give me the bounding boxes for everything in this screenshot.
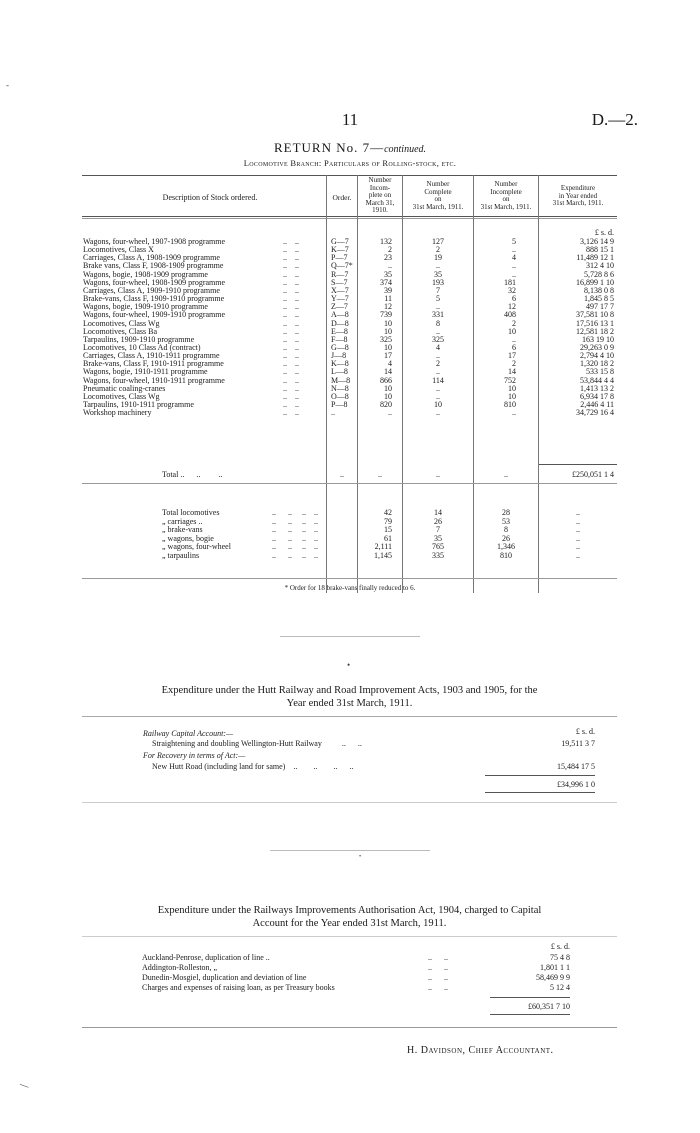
header-description: Description of Stock ordered. <box>162 193 258 202</box>
row-expenditure: 2,446 4 11 <box>580 400 614 409</box>
summary-label: „ brake-vans <box>162 525 203 535</box>
return-title-text: RETURN No. 7— <box>273 140 385 155</box>
row-description: Brake-vans, Class F, 1910-1911 programme <box>83 359 224 369</box>
row-order: Z—7 <box>331 302 348 312</box>
row-incomplete-1911: 10 <box>508 391 516 401</box>
header-expenditure <box>539 185 617 208</box>
header-line: March 31, <box>365 198 395 207</box>
header-line: Number <box>426 180 450 188</box>
table-top-rule <box>82 175 617 176</box>
row-complete: 4 <box>436 342 440 352</box>
row-order: N—8 <box>331 383 349 393</box>
total-label: Total .. .. .. <box>162 470 223 479</box>
row-expenditure: 12,581 18 2 <box>576 326 614 336</box>
header-line: on <box>502 195 510 203</box>
row-expenditure: 497 17 7 <box>586 302 614 312</box>
row-complete: 331 <box>432 310 444 320</box>
row-order: S—7 <box>331 277 348 287</box>
row-expenditure: 3,126 14 9 <box>580 237 614 246</box>
improvements-title-line2: Account for the Year ended 31st March, 1911. <box>252 918 447 929</box>
hutt-account2-label: For Recovery in terms of Act:— <box>143 751 246 760</box>
row-complete: .. <box>436 261 440 271</box>
col-divider-order <box>326 175 327 593</box>
row-complete: 19 <box>434 253 442 263</box>
row-description: Wagons, bogie, 1910-1911 programme <box>83 367 208 377</box>
row-complete: 7 <box>436 285 440 295</box>
row-incomplete-1910: 866 <box>380 375 392 385</box>
table-footnote: * Order for 18 brake-vans finally reduced to 6. <box>284 584 416 592</box>
row-leader-dots: .. .. <box>283 253 299 263</box>
row-description: Locomotives, 10 Class Ad (contract) <box>83 342 201 352</box>
row-order: M—8 <box>331 375 351 385</box>
row-incomplete-1911: .. <box>512 334 516 344</box>
improvements-title <box>82 904 617 930</box>
summary-incomplete-1911: 26 <box>502 533 510 543</box>
summary-incomplete-1911: 53 <box>502 516 510 526</box>
row-description: Brake-vans, Class F, 1909-1910 programme <box>83 294 225 304</box>
summary-label: „ wagons, bogie <box>162 533 214 543</box>
row-description: Wagons, four-wheel, 1908-1909 programme <box>83 277 226 287</box>
row-expenditure: 8,138 0 8 <box>584 285 614 295</box>
row-incomplete-1910: 14 <box>384 367 392 377</box>
row-incomplete-1911: 6 <box>512 294 516 304</box>
row-expenditure: 34,729 16 4 <box>576 408 614 418</box>
header-line: Incomplete <box>490 187 522 196</box>
row-leader-dots: .. .. <box>283 285 299 295</box>
row-incomplete-1910: 739 <box>380 310 392 320</box>
row-order: X—7 <box>331 285 349 295</box>
row-incomplete-1910: 39 <box>384 285 392 295</box>
row-incomplete-1911: 17 <box>508 351 516 361</box>
summary-leader-dots: .. .. .. .. <box>272 508 318 517</box>
row-incomplete-1911: .. <box>512 269 516 279</box>
header-order: Order. <box>332 193 352 202</box>
row-order: .. <box>331 408 335 418</box>
row-incomplete-1910: 10 <box>384 326 392 336</box>
row-complete: .. <box>436 302 440 312</box>
row-expenditure: 6,934 17 8 <box>580 391 614 401</box>
row-incomplete-1910: 325 <box>380 334 392 344</box>
improvements-item-label: Charges and expenses of raising loan, as per Treasury books <box>142 983 335 992</box>
row-complete: 2 <box>436 245 440 255</box>
row-leader-dots: .. .. <box>283 367 299 377</box>
improvements-item-label: Auckland-Penrose, duplication of line .. <box>142 953 270 962</box>
total-rule-bottom <box>82 483 617 484</box>
summary-label: „ carriages .. <box>162 516 203 526</box>
improvements-item-value: 58,469 9 9 <box>536 973 570 982</box>
total-order-dots: .. <box>340 470 344 479</box>
row-incomplete-1910: 820 <box>380 400 392 409</box>
row-order: F—8 <box>331 334 348 344</box>
row-expenditure: 37,581 10 8 <box>576 310 614 320</box>
row-complete: 127 <box>432 237 444 246</box>
row-complete: 325 <box>432 334 444 344</box>
row-leader-dots: .. .. <box>283 351 299 361</box>
separator-mark-2: • <box>359 854 362 860</box>
hutt-item1-label: Straightening and doubling Wellington-Hutt Railway <box>152 739 322 748</box>
hutt-title-line2: Year ended 31st March, 1911. <box>286 698 413 709</box>
row-order: K—7 <box>331 245 349 255</box>
row-description: Wagons, four-wheel, 1909-1910 programme <box>83 310 226 320</box>
row-order: Q—7* <box>331 261 353 271</box>
row-incomplete-1911: 181 <box>504 277 516 287</box>
hutt-item2: New Hutt Road (including land for same) .. .. .. .. <box>152 762 354 771</box>
page-number: 11 <box>341 110 359 129</box>
return-title-continued: continued. <box>384 144 427 155</box>
hutt-total: £34,996 1 0 <box>557 780 595 789</box>
summary-incomplete-1910: 42 <box>384 508 392 517</box>
table-header-rule <box>82 216 617 217</box>
header-line: Number <box>368 176 392 184</box>
row-leader-dots: .. .. <box>283 359 299 369</box>
summary-leader-dots: .. .. .. .. <box>272 542 318 552</box>
row-incomplete-1911: .. <box>512 408 516 418</box>
row-expenditure: 1,413 13 2 <box>580 383 614 393</box>
row-description: Brake vans, Class F, 1908-1909 programme <box>83 261 224 271</box>
summary-expenditure-dots: .. <box>576 525 580 535</box>
row-expenditure: 163 19 10 <box>582 334 614 344</box>
row-description: Wagons, four-wheel, 1910-1911 programme <box>83 375 225 385</box>
improvements-item-label: Dunedin-Mosgiel, duplication and deviation of line <box>142 973 307 982</box>
row-incomplete-1910: 10 <box>384 391 392 401</box>
row-incomplete-1910: 374 <box>380 277 392 287</box>
row-description: Wagons, bogie, 1909-1910 programme <box>83 302 208 312</box>
header-line: 31st March, 1911. <box>412 202 464 211</box>
row-complete: .. <box>436 408 440 418</box>
header-line: Expenditure <box>560 184 596 192</box>
row-leader-dots: .. .. <box>283 277 299 287</box>
summary-incomplete-1911: 810 <box>500 551 512 560</box>
row-expenditure: 888 15 1 <box>586 245 614 255</box>
header-line: on <box>434 195 442 203</box>
row-incomplete-1910: 10 <box>384 342 392 352</box>
total-inc1911-dots: .. <box>504 470 508 479</box>
summary-expenditure-dots: .. <box>576 542 580 552</box>
row-incomplete-1910: 11 <box>384 294 392 304</box>
row-incomplete-1910: 23 <box>384 253 392 263</box>
row-expenditure: 1,320 18 2 <box>580 359 614 369</box>
total-value: £250,051 1 4 <box>572 470 614 479</box>
row-leader-dots: .. .. <box>283 326 299 336</box>
return-subtitle: Locomotive Branch: Particulars of Rolling-stock, etc. <box>243 158 457 168</box>
summary-leader-dots: .. .. .. .. <box>272 533 318 543</box>
summary-complete: 35 <box>434 533 442 543</box>
row-expenditure: 11,489 12 1 <box>576 253 614 263</box>
header-line: 31st March, 1911. <box>552 199 604 207</box>
row-description: Carriages, Class A, 1908-1909 programme <box>83 253 220 263</box>
row-description: Workshop machinery <box>83 408 152 418</box>
row-leader-dots: .. .. <box>283 334 299 344</box>
row-order: E—8 <box>331 326 348 336</box>
row-incomplete-1911: 408 <box>504 310 516 320</box>
hutt-title-line1: Expenditure under the Hutt Railway and Road Improvement Acts, 1903 and 1905, for the <box>161 685 538 696</box>
row-incomplete-1911: 6 <box>512 342 516 352</box>
row-incomplete-1910: 2 <box>388 245 392 255</box>
improvements-total: £60,351 7 10 <box>528 1002 570 1011</box>
margin-mark: — <box>18 1078 31 1092</box>
row-incomplete-1911: 32 <box>508 285 516 295</box>
summary-leader-dots: .. .. .. .. <box>272 525 318 535</box>
row-expenditure: 5,728 8 6 <box>584 269 614 279</box>
row-complete: 2 <box>436 359 440 369</box>
row-description: Pneumatic coaling-cranes <box>83 383 166 393</box>
improvements-item-value: 5 12 4 <box>550 983 570 992</box>
row-incomplete-1910: 4 <box>388 359 392 369</box>
summary-leader-dots: .. .. .. .. <box>272 516 318 526</box>
row-complete: .. <box>436 326 440 336</box>
row-description: Wagons, bogie, 1908-1909 programme <box>83 269 208 279</box>
row-description: Carriages, Class A, 1909-1910 programme <box>83 285 220 295</box>
row-expenditure: 16,899 1 10 <box>576 277 614 287</box>
summary-incomplete-1910: 15 <box>384 525 392 535</box>
signature: H. Davidson, Chief Accountant. <box>407 1045 554 1056</box>
separator-line <box>280 636 420 637</box>
header-line: Complete <box>424 187 452 196</box>
summary-incomplete-1911: 1,346 <box>497 542 515 552</box>
header-line: in Year ended <box>558 191 598 200</box>
row-complete: 10 <box>434 400 442 409</box>
row-description: Tarpaulins, 1910-1911 programme <box>83 400 194 409</box>
row-expenditure: 533 15 8 <box>586 367 614 377</box>
row-incomplete-1911: .. <box>512 261 516 271</box>
row-leader-dots: .. .. <box>283 342 299 352</box>
row-incomplete-1911: 10 <box>508 326 516 336</box>
row-order: O—8 <box>331 391 349 401</box>
row-description: Locomotives, Class Wg <box>83 391 160 401</box>
hutt-item2-label: New Hutt Road (including land for same) <box>152 762 286 771</box>
total-label-text: Total <box>162 470 179 479</box>
improvements-total-rule <box>490 997 570 998</box>
row-description: Carriages, Class A, 1910-1911 programme <box>83 351 220 361</box>
row-order: J—8 <box>331 351 347 361</box>
row-leader-dots: .. .. <box>283 237 299 246</box>
row-order: R—7 <box>331 269 349 279</box>
row-incomplete-1911: 2 <box>512 318 516 328</box>
row-leader-dots: .. .. <box>283 318 299 328</box>
row-leader-dots: .. .. <box>283 310 299 320</box>
summary-incomplete-1911: 28 <box>502 508 510 517</box>
header-incomplete-1910 <box>358 177 402 215</box>
summary-leader-dots: .. .. .. .. <box>272 551 318 560</box>
row-leader-dots: .. .. <box>283 383 299 393</box>
row-incomplete-1911: 752 <box>504 375 516 385</box>
header-complete <box>403 181 473 211</box>
return-title <box>0 140 700 156</box>
row-incomplete-1911: 12 <box>508 302 516 312</box>
hutt-title <box>82 684 617 710</box>
summary-expenditure-dots: .. <box>576 533 580 543</box>
row-incomplete-1910: 10 <box>384 318 392 328</box>
row-incomplete-1911: 4 <box>512 253 516 263</box>
row-order: Y—7 <box>331 294 349 304</box>
improvements-leader-dots: .. .. <box>428 953 448 962</box>
improvements-currency-header: £ s. d. <box>550 942 570 951</box>
hutt-bottom-rule <box>82 802 617 803</box>
summary-complete: 14 <box>434 508 442 517</box>
table-header-rule-2 <box>82 218 617 219</box>
row-expenditure: 17,516 13 1 <box>576 318 614 328</box>
header-line: 1910. <box>372 206 388 214</box>
row-expenditure: 29,263 0 9 <box>580 342 614 352</box>
row-order: P—8 <box>331 400 348 409</box>
row-expenditure: 53,844 4 4 <box>580 375 614 385</box>
hutt-total-rule <box>485 775 595 776</box>
row-incomplete-1911: 10 <box>508 383 516 393</box>
row-description: Tarpaulins, 1909-1910 programme <box>83 334 195 344</box>
row-complete: 193 <box>432 277 444 287</box>
currency-header: £ s. d. <box>594 228 614 237</box>
hutt-item2-value: 15,484 17 5 <box>557 762 595 771</box>
row-incomplete-1910: .. <box>388 261 392 271</box>
row-description: Locomotives, Class Wg <box>83 318 160 328</box>
row-order: A—8 <box>331 310 349 320</box>
improvements-total-rule-2 <box>490 1014 570 1015</box>
row-leader-dots: .. .. <box>283 245 299 255</box>
row-order: D—8 <box>331 318 349 328</box>
header-line: Incom- <box>369 183 391 192</box>
row-incomplete-1911: 14 <box>508 367 516 377</box>
summary-incomplete-1910: 1,145 <box>374 551 392 560</box>
header-line: Number <box>494 180 518 188</box>
row-complete: .. <box>436 367 440 377</box>
improvements-item-value: 75 4 8 <box>550 953 570 962</box>
row-incomplete-1910: 132 <box>380 237 392 246</box>
header-line: 31st March, 1911. <box>480 202 532 211</box>
row-order: L—8 <box>331 367 348 377</box>
summary-expenditure-dots: .. <box>576 508 580 517</box>
row-description: Locomotives, Class X <box>83 245 154 255</box>
improvements-item-value: 1,801 1 1 <box>540 963 570 972</box>
row-incomplete-1911: .. <box>512 245 516 255</box>
row-leader-dots: .. .. <box>283 391 299 401</box>
row-description: Wagons, four-wheel, 1907-1908 programme <box>83 237 226 246</box>
table-bottom-rule <box>82 578 617 579</box>
row-expenditure: 2,794 4 10 <box>580 351 614 361</box>
summary-expenditure-dots: .. <box>576 551 580 560</box>
row-complete: 8 <box>436 318 440 328</box>
improvements-title-line1: Expenditure under the Railways Improvements Authorisation Act, 1904, charged to Capital <box>157 905 542 916</box>
row-complete: .. <box>436 351 440 361</box>
row-leader-dots: .. .. <box>283 294 299 304</box>
row-incomplete-1910: 35 <box>384 269 392 279</box>
row-complete: .. <box>436 383 440 393</box>
hutt-item1-value: 19,511 3 7 <box>561 739 595 748</box>
row-expenditure: 1,845 8 5 <box>584 294 614 304</box>
summary-label: „ tarpaulins <box>162 551 200 560</box>
hutt-top-rule <box>82 716 617 717</box>
hutt-account1-label: Railway Capital Account:— <box>143 729 234 738</box>
improvements-leader-dots: .. .. <box>428 973 448 982</box>
hutt-item1: Straightening and doubling Wellington-Hutt Railway .. .. <box>152 739 362 748</box>
total-rule-top <box>539 464 617 465</box>
row-incomplete-1910: .. <box>388 408 392 418</box>
summary-expenditure-dots: .. <box>576 516 580 526</box>
header-incomplete-1911 <box>474 181 538 211</box>
row-incomplete-1911: 810 <box>504 400 516 409</box>
row-description: Locomotives, Class Ba <box>83 326 157 336</box>
summary-complete: 765 <box>432 542 444 552</box>
row-complete: 114 <box>432 375 444 385</box>
summary-complete: 26 <box>434 516 442 526</box>
improvements-top-rule <box>82 936 617 937</box>
summary-complete: 335 <box>432 551 444 560</box>
row-order: P—7 <box>331 253 348 263</box>
hutt-currency-header: £ s. d. <box>575 727 595 736</box>
summary-label: „ wagons, four-wheel <box>162 542 231 552</box>
summary-incomplete-1911: 8 <box>504 525 508 535</box>
summary-incomplete-1910: 2,111 <box>374 542 392 552</box>
row-leader-dots: .. .. <box>283 408 299 418</box>
improvements-leader-dots: .. .. <box>428 983 448 992</box>
improvements-leader-dots: .. .. <box>428 963 448 972</box>
margin-mark: - <box>6 80 9 90</box>
row-complete: 35 <box>434 269 442 279</box>
row-incomplete-1911: 2 <box>512 359 516 369</box>
row-incomplete-1911: 5 <box>512 237 516 246</box>
total-complete-dots: .. <box>436 470 440 479</box>
summary-complete: 7 <box>436 525 440 535</box>
summary-label: Total locomotives <box>162 508 220 517</box>
improvements-bottom-rule <box>82 1027 617 1028</box>
summary-incomplete-1910: 61 <box>384 533 392 543</box>
summary-incomplete-1910: 79 <box>384 516 392 526</box>
separator-mark: • <box>347 660 351 670</box>
separator-line-2 <box>270 850 430 851</box>
row-leader-dots: .. .. <box>283 269 299 279</box>
total-inc1910-dots: .. <box>378 470 382 479</box>
row-order: K—8 <box>331 359 349 369</box>
row-order: G—7 <box>331 237 349 246</box>
improvements-item-label: Addington-Rolleston, „ <box>142 963 218 972</box>
header-line: plete on <box>368 191 392 199</box>
row-incomplete-1910: 12 <box>384 302 392 312</box>
row-order: G—8 <box>331 342 349 352</box>
row-leader-dots: .. .. <box>283 261 299 271</box>
row-complete: 5 <box>436 294 440 304</box>
document-reference: D.—2. <box>591 110 638 129</box>
row-incomplete-1910: 10 <box>384 383 392 393</box>
row-incomplete-1910: 17 <box>384 351 392 361</box>
row-complete: .. <box>436 391 440 401</box>
hutt-total-rule-2 <box>485 792 595 793</box>
row-leader-dots: .. .. <box>283 400 299 409</box>
row-expenditure: 312 4 10 <box>586 261 614 271</box>
row-leader-dots: .. .. <box>283 302 299 312</box>
row-leader-dots: .. .. <box>283 375 299 385</box>
